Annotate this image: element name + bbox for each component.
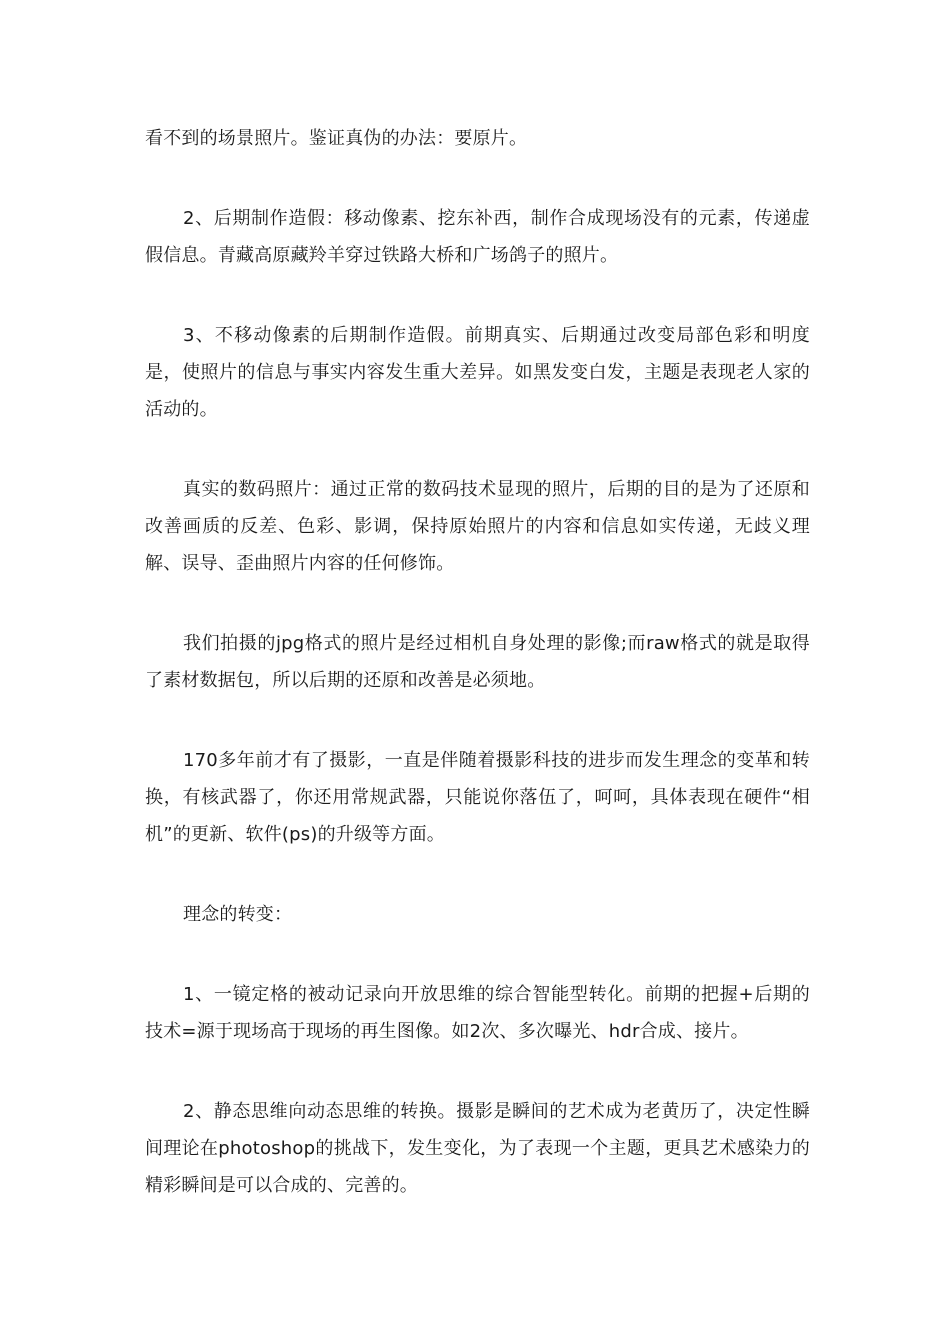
paragraph-item-2-retouch-fake: 2、后期制作造假：移动像素、挖东补西，制作合成现场没有的元素，传递虚假信息。青藏高原藏羚羊穿过铁路大桥和广场鸽子的照片。 bbox=[145, 208, 810, 266]
paragraph-concept-2: 2、静态思维向动态思维的转换。摄影是瞬间的艺术成为老黄历了，决定性瞬间理论在photoshop的挑战下，发生变化，为了表现一个主题，更具艺术感染力的精彩瞬间是可以合成的、完善的。 bbox=[145, 1101, 810, 1196]
paragraph-concept-heading: 理念的转变： bbox=[183, 904, 293, 925]
paragraph-real-digital-photo: 真实的数码照片：通过正常的数码技术显现的照片，后期的目的是为了还原和改善画质的反差、色彩、影调，保持原始照片的内容和信息如实传递，无歧义理解、误导、歪曲照片内容的任何修饰。 bbox=[145, 479, 810, 574]
paragraph-concept-1: 1、一镜定格的被动记录向开放思维的综合智能型转化。前期的把握+后期的技术=源于现场高于现场的再生图像。如2次、多次曝光、hdr合成、接片。 bbox=[145, 984, 810, 1042]
paragraph-item-3-non-pixel-fake: 3、不移动像素的后期制作造假。前期真实、后期通过改变局部色彩和明度是，使照片的信息与事实内容发生重大差异。如黑发变白发，主题是表现老人家的活动的。 bbox=[145, 325, 810, 420]
document-body bbox=[145, 120, 810, 1247]
paragraph-continuation: 看不到的场景照片。鉴证真伪的办法：要原片。 bbox=[145, 128, 528, 149]
paragraph-jpg-raw: 我们拍摄的jpg格式的照片是经过相机自身处理的影像;而raw格式的就是取得了素材数据包，所以后期的还原和改善是必须地。 bbox=[145, 633, 810, 691]
paragraph-history: 170多年前才有了摄影，一直是伴随着摄影科技的进步而发生理念的变革和转换，有核武器了，你还用常规武器，只能说你落伍了，呵呵，具体表现在硬件“相机”的更新、软件(ps)的升级等方面。 bbox=[145, 750, 810, 845]
